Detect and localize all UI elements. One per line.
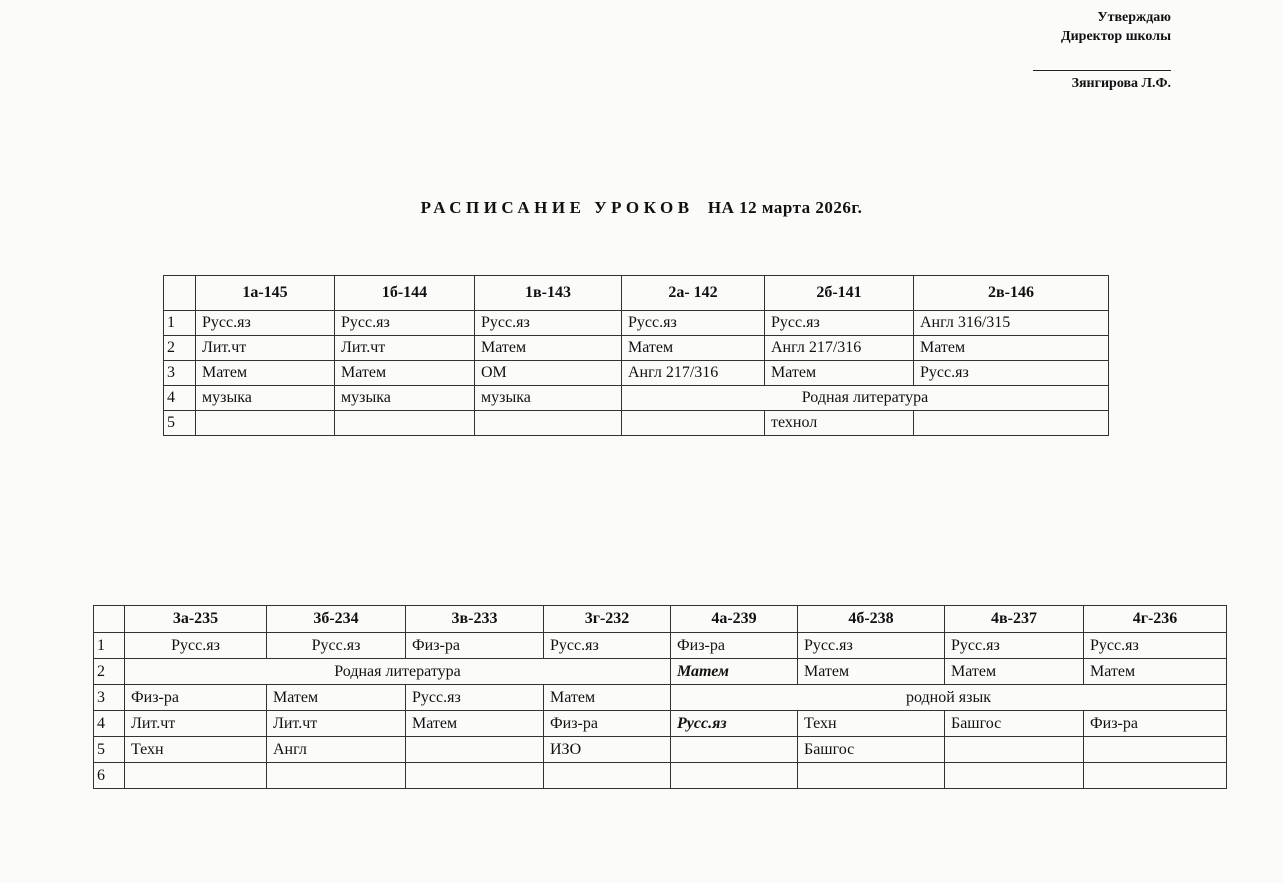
table-cell bbox=[1084, 763, 1227, 789]
table-cell bbox=[544, 763, 671, 789]
table-cell: Матем bbox=[671, 659, 798, 685]
table-cell: Лит.чт bbox=[125, 711, 267, 737]
table-cell: Русс.яз bbox=[475, 311, 622, 336]
approval-label: Утверждаю bbox=[1097, 10, 1171, 25]
table-row bbox=[94, 711, 1227, 737]
table-cell: Русс.яз bbox=[622, 311, 765, 336]
table-cell: Русс.яз bbox=[335, 311, 475, 336]
table-cell bbox=[945, 763, 1084, 789]
table-cell bbox=[267, 763, 406, 789]
merged-cell: Родная литература bbox=[125, 659, 671, 685]
table-row bbox=[164, 386, 1109, 411]
lesson-number: 3 bbox=[164, 361, 196, 386]
table-cell bbox=[125, 763, 267, 789]
lesson-number: 1 bbox=[164, 311, 196, 336]
table-cell: Матем bbox=[622, 336, 765, 361]
header-class: 1в-143 bbox=[475, 276, 622, 311]
table-cell: Матем bbox=[1084, 659, 1227, 685]
table-cell bbox=[945, 737, 1084, 763]
table-cell bbox=[671, 737, 798, 763]
table-cell bbox=[196, 411, 335, 436]
table-cell: Физ-ра bbox=[406, 633, 544, 659]
title-main: РАСПИСАНИЕ УРОКОВ bbox=[420, 198, 694, 217]
header-class: 4г-236 bbox=[1084, 606, 1227, 633]
table-row bbox=[94, 659, 1227, 685]
schedule-table-grades-1-2 bbox=[163, 275, 1109, 436]
table-cell: музыка bbox=[335, 386, 475, 411]
table-cell: Матем bbox=[945, 659, 1084, 685]
approval-name: Зянгирова Л.Ф. bbox=[1071, 76, 1171, 91]
table-cell: Русс.яз bbox=[125, 633, 267, 659]
header-class: 3в-233 bbox=[406, 606, 544, 633]
table-cell bbox=[671, 763, 798, 789]
header-class: 4б-238 bbox=[798, 606, 945, 633]
lesson-number: 5 bbox=[94, 737, 125, 763]
table-cell: Техн bbox=[798, 711, 945, 737]
table-cell bbox=[1084, 737, 1227, 763]
header-class: 4в-237 bbox=[945, 606, 1084, 633]
table-row bbox=[164, 336, 1109, 361]
table-cell: Русс.яз bbox=[945, 633, 1084, 659]
schedule-table-grades-3-4 bbox=[93, 605, 1227, 789]
table-cell: Англ 316/315 bbox=[914, 311, 1109, 336]
table-cell bbox=[622, 411, 765, 436]
header-corner bbox=[94, 606, 125, 633]
table-row bbox=[164, 411, 1109, 436]
table-cell: Матем bbox=[798, 659, 945, 685]
table-header-row bbox=[94, 606, 1227, 633]
signature-line bbox=[1033, 70, 1171, 71]
table-cell: Англ 217/316 bbox=[622, 361, 765, 386]
table-cell: Русс.яз bbox=[798, 633, 945, 659]
header-class: 1б-144 bbox=[335, 276, 475, 311]
lesson-number: 2 bbox=[164, 336, 196, 361]
table-cell bbox=[798, 763, 945, 789]
table-cell: Физ-ра bbox=[671, 633, 798, 659]
table-cell: Матем bbox=[196, 361, 335, 386]
lesson-number: 6 bbox=[94, 763, 125, 789]
table-cell: Русс.яз bbox=[671, 711, 798, 737]
table-cell: Русс.яз bbox=[196, 311, 335, 336]
header-class: 3г-232 bbox=[544, 606, 671, 633]
header-class: 2а- 142 bbox=[622, 276, 765, 311]
approval-block bbox=[1011, 8, 1171, 93]
table-cell bbox=[406, 763, 544, 789]
merged-cell: Родная литература bbox=[622, 386, 1109, 411]
table-row bbox=[164, 361, 1109, 386]
table-cell bbox=[475, 411, 622, 436]
table-cell bbox=[335, 411, 475, 436]
table-cell: Физ-ра bbox=[544, 711, 671, 737]
table-cell: Русс.яз bbox=[765, 311, 914, 336]
header-class: 2б-141 bbox=[765, 276, 914, 311]
table-header-row bbox=[164, 276, 1109, 311]
header-class: 4а-239 bbox=[671, 606, 798, 633]
page-title bbox=[0, 198, 1283, 218]
approval-position: Директор школы bbox=[1060, 29, 1171, 44]
table-row bbox=[94, 737, 1227, 763]
table-cell: Матем bbox=[267, 685, 406, 711]
table-cell: Башгос bbox=[945, 711, 1084, 737]
title-date: НА 12 марта 2026г. bbox=[707, 198, 863, 217]
table-cell: Матем bbox=[765, 361, 914, 386]
table-cell: Физ-ра bbox=[1084, 711, 1227, 737]
table-cell: Матем bbox=[475, 336, 622, 361]
table-cell: Матем bbox=[914, 336, 1109, 361]
table-cell: ИЗО bbox=[544, 737, 671, 763]
table-cell: Лит.чт bbox=[335, 336, 475, 361]
table-cell: Русс.яз bbox=[544, 633, 671, 659]
table-cell: Физ-ра bbox=[125, 685, 267, 711]
table-row bbox=[94, 763, 1227, 789]
table-cell: музыка bbox=[196, 386, 335, 411]
table-cell: Англ 217/316 bbox=[765, 336, 914, 361]
table-cell: Техн bbox=[125, 737, 267, 763]
header-class: 2в-146 bbox=[914, 276, 1109, 311]
table-cell bbox=[914, 411, 1109, 436]
lesson-number: 4 bbox=[164, 386, 196, 411]
table-cell: технол bbox=[765, 411, 914, 436]
table-cell bbox=[406, 737, 544, 763]
table-cell: Матем bbox=[335, 361, 475, 386]
table-cell: музыка bbox=[475, 386, 622, 411]
header-class: 1а-145 bbox=[196, 276, 335, 311]
table-cell: Матем bbox=[406, 711, 544, 737]
table-cell: Лит.чт bbox=[196, 336, 335, 361]
table-cell: ОМ bbox=[475, 361, 622, 386]
header-class: 3б-234 bbox=[267, 606, 406, 633]
table-cell: Русс.яз bbox=[1084, 633, 1227, 659]
table-row bbox=[94, 685, 1227, 711]
lesson-number: 4 bbox=[94, 711, 125, 737]
lesson-number: 1 bbox=[94, 633, 125, 659]
table-row bbox=[164, 311, 1109, 336]
table-cell: Англ bbox=[267, 737, 406, 763]
table-cell: Лит.чт bbox=[267, 711, 406, 737]
table-cell: Русс.яз bbox=[267, 633, 406, 659]
table-row bbox=[94, 633, 1227, 659]
table-cell: Башгос bbox=[798, 737, 945, 763]
header-corner bbox=[164, 276, 196, 311]
lesson-number: 2 bbox=[94, 659, 125, 685]
table-cell: Русс.яз bbox=[914, 361, 1109, 386]
header-class: 3а-235 bbox=[125, 606, 267, 633]
table-cell: Матем bbox=[544, 685, 671, 711]
lesson-number: 5 bbox=[164, 411, 196, 436]
table-cell: Русс.яз bbox=[406, 685, 544, 711]
merged-cell: родной язык bbox=[671, 685, 1227, 711]
lesson-number: 3 bbox=[94, 685, 125, 711]
